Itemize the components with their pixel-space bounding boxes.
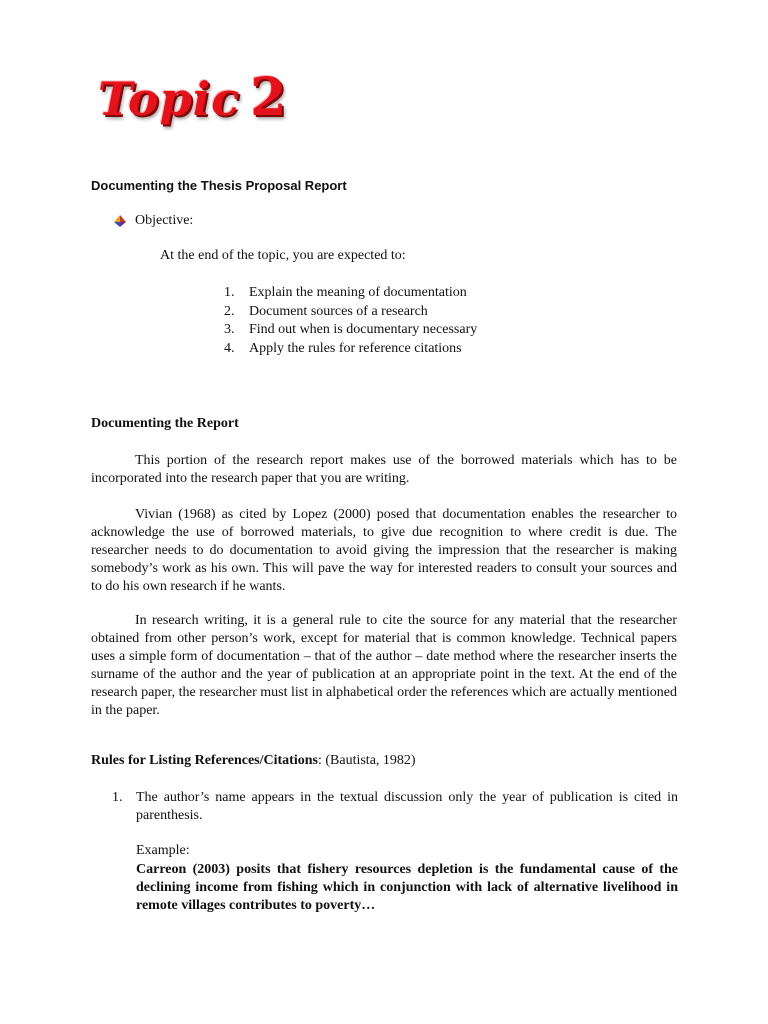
paragraph-2 <box>91 506 677 596</box>
rules-source: : (Bautista, 1982) <box>317 753 416 768</box>
list-item-number: 4. <box>224 340 235 356</box>
list-item-text: Find out when is documentary necessary <box>249 322 478 337</box>
paragraph-3 <box>91 612 677 720</box>
rule-number: 1. <box>112 790 123 805</box>
topic-number: 2 <box>250 67 287 128</box>
objective-intro: At the end of the topic, you are expected to: <box>160 248 406 263</box>
list-item-text: Apply the rules for reference citations <box>249 340 462 356</box>
rule-text: The author’s name appears in the textual discussion only the year of publication is cited in parenthesis. <box>136 790 678 823</box>
list-item-number: 1. <box>224 285 235 300</box>
objective-label: Objective: <box>135 213 194 228</box>
list-item <box>224 284 477 303</box>
objective-list <box>224 284 477 358</box>
objective-row <box>113 213 193 229</box>
list-item <box>224 340 477 359</box>
paragraph-text: Vivian (1968) as cited by Lopez (2000) posed that documentation enables the researcher to acknowledge the use of borrowed materials, to give due recognition to where credit is due. The researcher needs to do documentation to avoid giving the impression that the researcher is making somebody’s work as his own. This will pave the way for interested readers to consult your sources and to do his own research if he wants. <box>91 507 677 594</box>
paragraph-1 <box>91 452 677 488</box>
list-item-number: 3. <box>224 322 235 337</box>
list-item-text: Explain the meaning of documentation <box>249 285 467 300</box>
section-heading: Documenting the Report <box>91 416 239 431</box>
pyramid-bullet-icon <box>113 214 127 228</box>
topic-word: Topic <box>98 72 241 126</box>
paragraph-text: In research writing, it is a general rule to cite the source for any material that the researcher obtained from other person’s work, except for material that is common knowledge. Technical papers uses a simple form of documentation – that of the author – date method where the researcher inserts the surname of the author and the year of publication at an appropriate point in the text. At the end of the research paper, the researcher must list in alphabetical order the references which are actually mentioned in the paper. <box>91 613 677 718</box>
list-item-text: Document sources of a research <box>249 303 428 319</box>
example-text: Carreon (2003) posits that fishery resources depletion is the fundamental cause of the declining income from fishing which in conjunction with lack of alternative livelihood in remote villages contributes to poverty… <box>136 862 678 913</box>
example-label: Example: <box>136 843 190 858</box>
paragraph-text: This portion of the research report makes use of the borrowed materials which has to be incorporated into the research paper that you are writing. <box>91 453 677 486</box>
list-item-number: 2. <box>224 303 235 319</box>
rule-item <box>112 789 678 825</box>
rules-heading <box>91 753 416 769</box>
rules-title: Rules for Listing References/Citations <box>91 753 318 768</box>
document-heading: Documenting the Thesis Proposal Report <box>91 178 347 193</box>
list-item <box>224 303 477 322</box>
topic-title <box>98 67 287 142</box>
list-item <box>224 321 477 340</box>
